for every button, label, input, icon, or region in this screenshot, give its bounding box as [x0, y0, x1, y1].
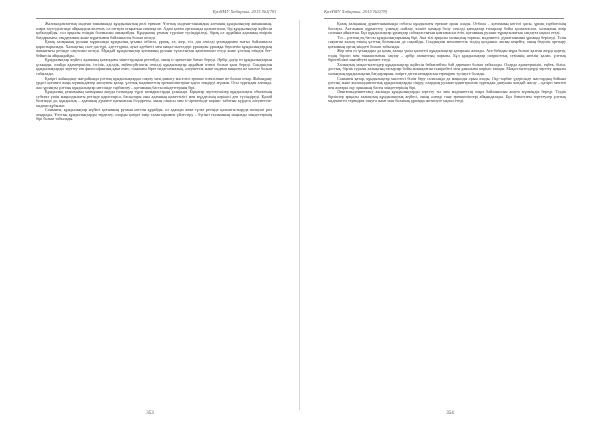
page-body-text	[328, 22, 566, 394]
page-number: 353	[146, 411, 154, 416]
paragraph: Қазіргі жаһандану жағдайында ұлттық құндылықтарды сақтау мен дамыту мәселесі ерекше өзектілікке ие болып отыр. Жаһандану үрдісі қоғамға жаңа мүмкіндіктер әкелумен қатар, ұлттық мәдениеттің ерекшеліктеріне қауіп төндіруі мүмкін. Осы тұрғыдан алғанда, жас ұрпақты ұлттық құндылықтар негізінде тәрбиелеу – қоғамның басты міндеттерінің бірі.	[36, 75, 272, 90]
paragraph: Құндылық ұғымының мазмұнын ашуда ғалымдар түрлі көзқарастарды ұсынады. Бірқатар зерттеушілер құндылықты объектінің субъект үшін маңыздылығы ретінде қарастырса, басқалары оны адамның қажеттілігі мен мүддесінің көрінісі деп түсіндіреді. Қалай болғанда да, құндылық – адамның дүниеге қатынасын білдіретін, оның санасы мен іс-әрекетінде көрініс табатын күрделі әлеуметтік-мәдени құбылыс.	[36, 89, 272, 108]
paragraph: Жалпыадамзаттық мәдени танымында құндылықтың рөлі ерекше. Ұлттық мәдени-танымдық әлемінің құндылықтар жиынының, өзара тәуелділігінде айқындала келеміз, ол өзгеріп отыратын сипатқа ие. Адам қоғам ортасында қалыптасып, бір құндылықтар жүйесін қабылдайды, сол арқылы өзіндік болмысын анықтайды. Құндылық ұғымы түрліше түсіндіріледі, бірақ ол әрдайым адамның өмірлік бағдарымен, таңдауымен және мұратымен байланысты болып келеді.	[36, 22, 272, 40]
paragraph: Қазақ халқының дүниетанымында отбасы құндылығы ерекше орын алады. Отбасы – қоғамның негізгі ұясы, ұрпақ тәрбиесінің бастауы. Ата-ананы құрметтеу, үлкенді сыйлау, кішіге қамқор болу секілді қағидалар ғасырлар бойы қалыптасып, халықтың өмір салтына айналған. Бұл құндылықтар ұрпақтар сабақтастығын қамтамасыз етіп, қоғамның рухани тұрақтылығын сақтауға ықпал етеді.	[328, 22, 566, 36]
paragraph: Қазақ халқының рухани мұрасында құндылық ұғымы отбасы, ұрпақ, ел, жер, тіл, дін секілді ұғымдармен тығыз байланыста қарастырылады. Халықтың салт-дәстүрі, әдет-ғұрпы, ауыз әдебиеті мен мақал-мәтелдері ұрпақтан ұрпаққа берілетін құндылықтардың жиынтығы ретінде сақталып келеді. Мұндай құндылықтар қоғамның рухани тұтастығын қамтамасыз етеді және ұлттың өзіндік бет-бейнесін айқындайды.	[36, 39, 272, 58]
running-header: ҚазҰМУ Хабаршы. 2015 №3(78)	[36, 8, 276, 19]
paragraph: Халықтық мақал-мәтелдер құндылықтар жүйесін бейнелейтін бай дереккөз болып табылады. Оларда адамгершілік, еңбек, білім, достық, бірлік туралы халықтың ғасырлар бойы жинақтаған тәжірибесі мен даналығы көрініс тапқан. Мақал-мәтелдерді зерттеу арқылы халықтың құндылықтық бағдарларын, өмірге деген көзқарасын тереңірек түсінуге болады.	[328, 61, 566, 77]
paragraph: Лингвомәдениеттану аясында құндылықтарды зерттеу тіл мен мәдениеттің өзара байланысын ашуға мүмкіндік береді. Тілдік бірліктер арқылы халықтың құндылықтық жүйесі, оның әлемді тану ерекшеліктері айқындалады. Бұл бағыттағы зерттеулер ұлттық мәдениетті тереңірек тануға және оны болашақ ұрпаққа жеткізуге ықпал етеді.	[328, 89, 566, 104]
paragraph: Сонымен, құндылықтар жүйесі қоғамның рухани негізін құрайды, ол адамды жеке тұлға ретінде қалыптастыруда шешуші рөл атқарады. Ұлттық құндылықтарды зерделеу, оларды қазіргі өмір талаптарымен үйлестіру – бүгінгі ғылымның маңызды міндеттерінің бірі болып табылады.	[36, 107, 272, 122]
page-body-text	[36, 22, 272, 394]
paragraph: Жер мен ел ұғымдары да қазақ халқы үшін қасиетті құндылықтар қатарына жатады. Ата-бабадан мұра болып қалған жерді қорғау, елдің бірлігі мен тыныштығын сақтау – әрбір азаматтың парызы. Бұл құндылықтар патриоттық сезімнің негізін қалап, ұлттық бірегейлікті нығайтуға қызмет етеді.	[328, 48, 566, 63]
paragraph: Сонымен қатар, құндылықтар мәселесі білім беру саласында да маңызды орын алады. Оқу-тәрбие үдерісінде жастардың бойына ұлттық және жалпыадамзаттық құндылықтарды сіңіру, олардың рухани-адамгершілік тұрғыдан дамуына жағдай жасау – қазіргі мектеп пен жоғары оқу орнының басты міндеттерінің бірі.	[328, 75, 566, 90]
paragraph: Тіл – ұлттың ең басты құндылықтарының бірі. Ана тілі арқылы халықтың тарихы, мәдениеті, дүниетанымы ұрпаққа беріледі. Тілін сақтаған халық өзінің ұлттық болмысын да сақтайды. Сондықтан мемлекеттік тілдің қолданыс аясын кеңейту, оның беделін арттыру қоғамның ортақ міндеті болып табылады.	[328, 34, 566, 49]
paragraph: Құндылықтар жүйесі адамның қоғамдағы мінез-құлқын реттейді, оның іс-әрекетіне бағыт береді. Әрбір дәуір өз құндылықтарын ұсынады, алайда адамгершілік, ізгілік, әділдік, еңбексүйгіштік секілді құндылықтар әрдайым өзекті болып қала береді. Сондықтан құндылықтарды зерттеу тек философиялық қана емес, сонымен бірге педагогикалық, әлеуметтік және мәдени маңызға ие мәселе болып табылады.	[36, 57, 272, 77]
right-page	[300, 0, 600, 424]
running-header: ҚазҰМУ Хабаршы. 2015 №3(78)	[324, 8, 564, 19]
page-number: 354	[446, 411, 454, 416]
